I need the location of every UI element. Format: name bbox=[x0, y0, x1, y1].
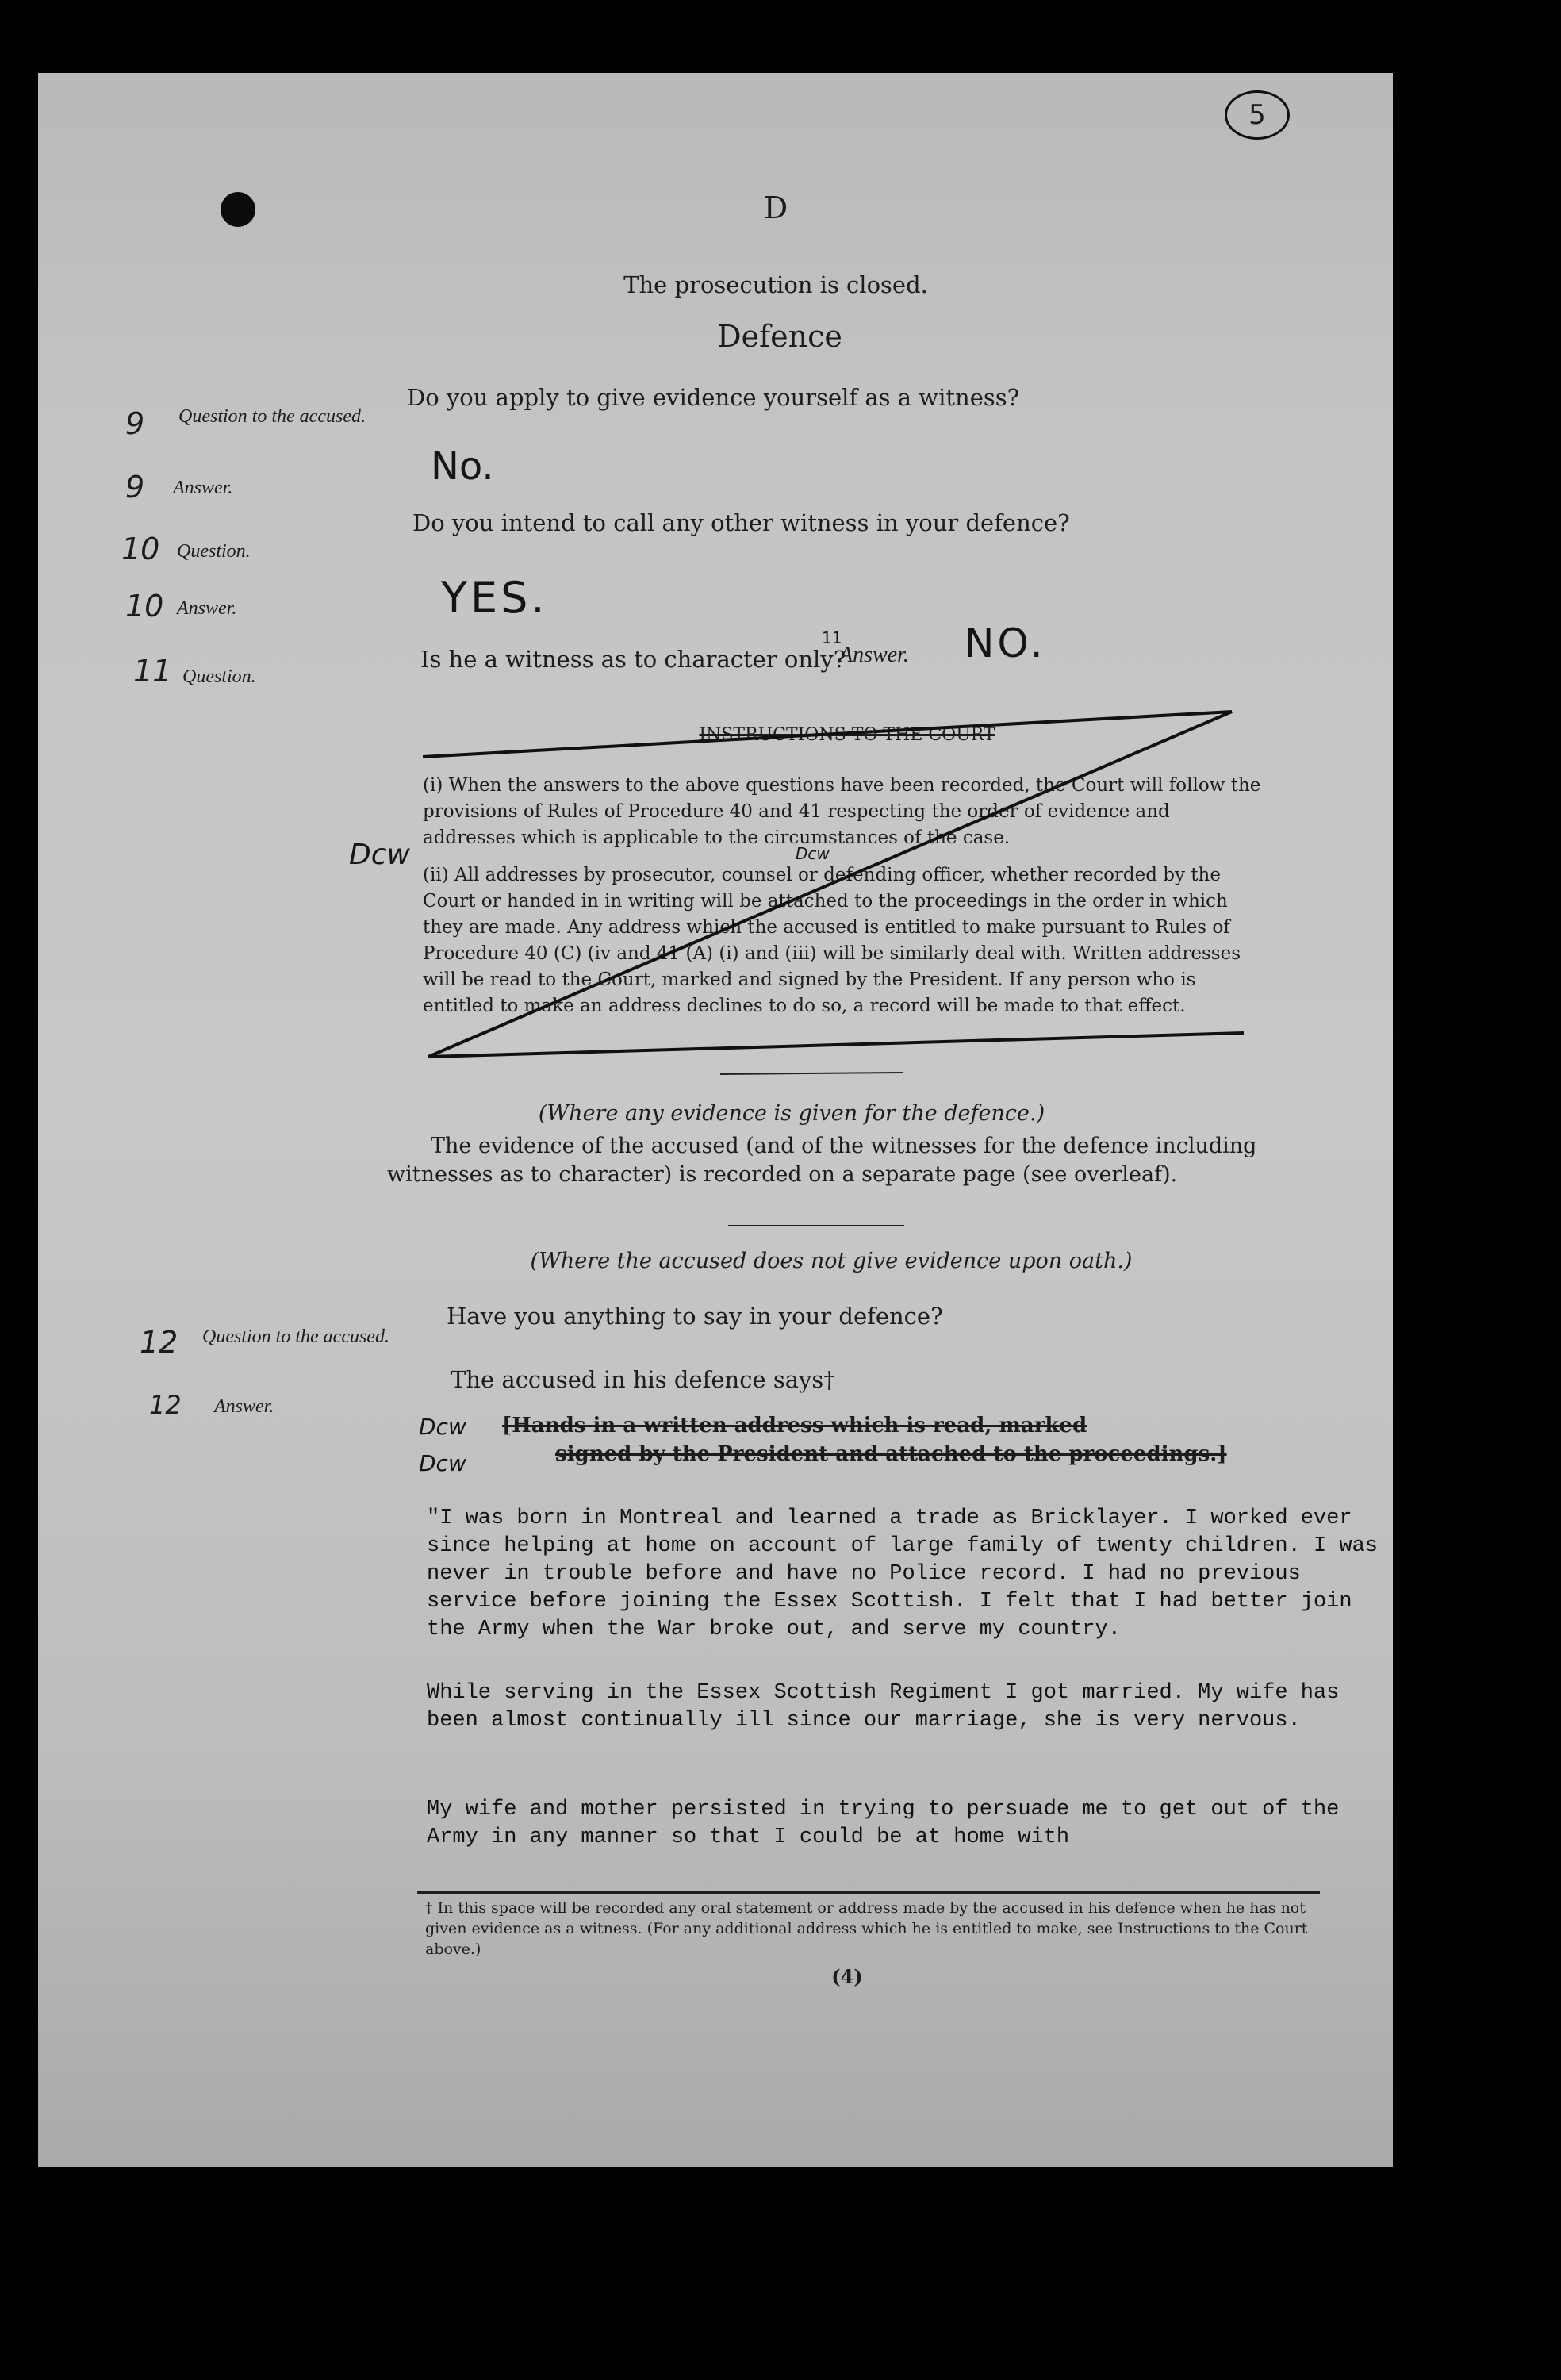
statement-paragraph-2: While serving in the Essex Scottish Regiment I got married. My wife has been almost continually ill since our marriage, she is very nervous. bbox=[427, 1681, 1340, 1733]
document-page bbox=[38, 73, 1393, 2167]
a9-label: Answer. bbox=[173, 478, 233, 498]
q11-handwritten-answer: NO. bbox=[965, 620, 1046, 666]
footnote: † In this space will be recorded any oral statement or address made by the accused in his defence when he has not given evidence as a witness. (For any additional address which he is entitled to make, see Instructions to the Court above.) bbox=[425, 1899, 1308, 1958]
instructions-strike-marks bbox=[38, 73, 1393, 1104]
q10-text: Do you intend to call any other witness in your defence? bbox=[412, 509, 1070, 536]
instruction-i: (i) When the answers to the above questions have been recorded, the Court will follow the provisions of Rules of Procedure 40 and 41 respecting the order of evidence and addresses which is applicable to the circumstances of the case. bbox=[423, 775, 1261, 848]
defence-title: Defence bbox=[717, 319, 842, 354]
struck-line-1-initials: Dcw bbox=[419, 1414, 466, 1440]
a12-text: The accused in his defence says† bbox=[451, 1366, 835, 1393]
struck-line-2-initials: Dcw bbox=[419, 1450, 466, 1476]
instructions-initials: Dcw bbox=[349, 839, 410, 871]
q10-number: 10 bbox=[121, 532, 160, 566]
q11-number: 11 bbox=[133, 654, 172, 689]
q11-inline-number: 11 bbox=[822, 628, 842, 647]
a9-handwritten-answer: No. bbox=[431, 444, 494, 489]
a10-handwritten-answer: YES. bbox=[441, 573, 548, 623]
struck-line-1: [Hands in a written address which is read, marked bbox=[502, 1414, 1087, 1438]
strike-top bbox=[423, 712, 1232, 757]
q9-label: Question to the accused. bbox=[178, 406, 366, 427]
instruction-ii: (ii) All addresses by prosecutor, counsel or defending officer, whether recorded by the Court or handed in in writing will be attached to the proceedings in the order in which they are made. Any address which the accused is entitled to make pursuant to Rules of Procedure 40 (C) (iv and 41 (A) (i) and (iii) will be similarly deal with. Written addresses will be read to the Court, marked and signed by the President. If any person who is entitled to make an address declines to do so, a record will be made to that effect. bbox=[423, 865, 1241, 1016]
prosecution-closed: The prosecution is closed. bbox=[623, 271, 928, 298]
q11-label: Question. bbox=[182, 666, 256, 687]
a12-label: Answer. bbox=[214, 1396, 274, 1417]
divider-2 bbox=[728, 1225, 904, 1226]
strike-bottom bbox=[428, 1033, 1244, 1057]
strike-diagonal bbox=[428, 712, 1232, 1057]
statement-paragraph-1: "I was born in Montreal and learned a trade as Bricklayer. I worked ever since helping at home on account of large family of twenty children. I was never in trouble before and have no Police record. I had no previous service before joining the Essex Scottish. I felt that I had better join the Army when the War broke out, and serve my country. bbox=[427, 1507, 1378, 1641]
struck-line-2: signed by the President and attached to the proceedings.] bbox=[555, 1442, 1227, 1466]
printed-page-number: (4) bbox=[831, 1965, 863, 1988]
instructions-inline-initials: Dcw bbox=[796, 844, 830, 863]
a10-number: 10 bbox=[125, 589, 164, 624]
section-letter: D bbox=[763, 190, 788, 225]
q12-number: 12 bbox=[140, 1325, 178, 1360]
a12-number: 12 bbox=[149, 1390, 182, 1420]
q12-text: Have you anything to say in your defence? bbox=[447, 1303, 943, 1330]
q9-text: Do you apply to give evidence yourself as a witness? bbox=[407, 384, 1020, 411]
q9-number: 9 bbox=[125, 406, 145, 441]
statement-paragraph-3: My wife and mother persisted in trying to persuade me to get out of the Army in any manner so that I could be at home with bbox=[427, 1798, 1340, 1849]
q11-text: Is he a witness as to character only? bbox=[420, 646, 846, 673]
divider-1 bbox=[720, 1073, 903, 1074]
a9-number: 9 bbox=[125, 470, 145, 505]
q10-label: Question. bbox=[177, 541, 251, 562]
no-oath-heading: (Where the accused does not give evidence upon oath.) bbox=[530, 1249, 1133, 1273]
footnote-rule bbox=[417, 1891, 1320, 1894]
evidence-heading: (Where any evidence is given for the defence.) bbox=[538, 1101, 1045, 1126]
q12-label: Question to the accused. bbox=[202, 1326, 389, 1347]
q11-inline-label: Answer. bbox=[839, 643, 909, 667]
circled-page-number: 5 bbox=[1225, 90, 1290, 140]
evidence-text: The evidence of the accused (and of the witnesses for the defence including witnesses as to character) is recorded on a separate page (see overleaf). bbox=[387, 1134, 1257, 1187]
a10-label: Answer. bbox=[177, 598, 237, 619]
instructions-title: INSTRUCTIONS TO THE COURT bbox=[699, 725, 995, 745]
